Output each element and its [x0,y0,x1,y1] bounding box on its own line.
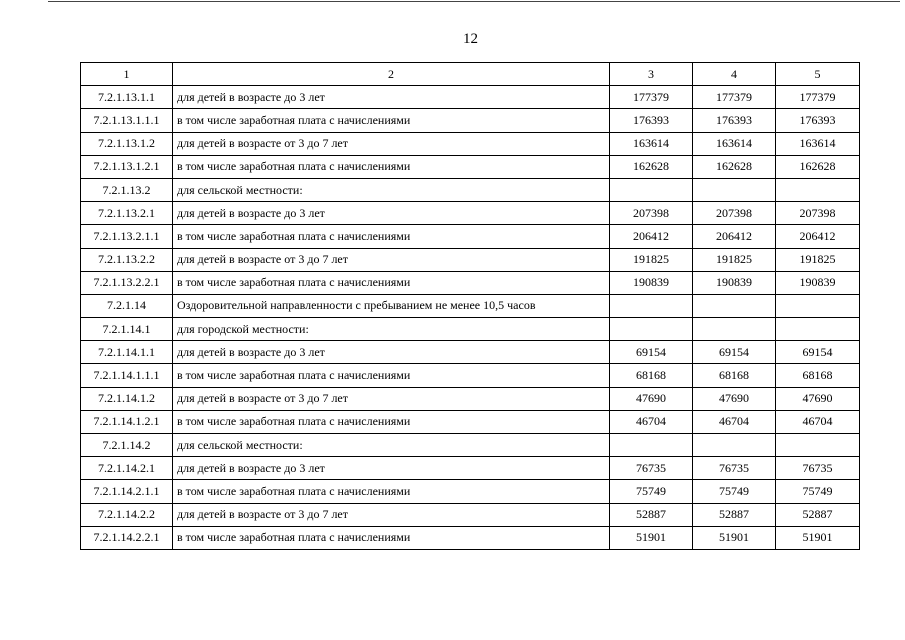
row-code-cell: 7.2.1.13.2 [81,178,173,201]
row-value-col4-cell: 47690 [693,387,776,410]
row-value-col4-cell: 191825 [693,248,776,271]
row-code-cell: 7.2.1.14.2.2.1 [81,526,173,549]
row-value-col5-cell [776,434,860,457]
row-value-col5-cell: 75749 [776,480,860,503]
table-header-row [81,63,860,86]
row-value-col4-cell: 51901 [693,526,776,549]
table-row [81,341,860,364]
column-header-2: 2 [173,63,610,86]
page-number: 12 [463,31,478,47]
row-code-cell: 7.2.1.13.1.2 [81,132,173,155]
row-value-col5-cell: 177379 [776,86,860,109]
row-value-col5-cell: 46704 [776,410,860,433]
row-name-cell: в том числе заработная плата с начислениями [173,526,610,549]
row-code-cell: 7.2.1.14.2.1 [81,457,173,480]
table-row [81,155,860,178]
row-code-cell: 7.2.1.14 [81,294,173,317]
row-code-cell: 7.2.1.14.2.1.1 [81,480,173,503]
row-value-col4-cell: 68168 [693,364,776,387]
row-name-cell: для сельской местности: [173,434,610,457]
row-value-col3-cell: 47690 [610,387,693,410]
row-name-cell: Оздоровительной направленности с пребыванием не менее 10,5 часов [173,294,610,317]
row-value-col4-cell [693,434,776,457]
row-name-cell: для сельской местности: [173,178,610,201]
row-value-col5-cell: 52887 [776,503,860,526]
row-value-col3-cell: 46704 [610,410,693,433]
row-value-col5-cell: 68168 [776,364,860,387]
row-value-col4-cell [693,178,776,201]
row-value-col3-cell: 68168 [610,364,693,387]
row-name-cell: для детей в возрасте до 3 лет [173,86,610,109]
page-top-rule [48,1,900,2]
row-value-col3-cell [610,434,693,457]
row-value-col5-cell: 76735 [776,457,860,480]
row-name-cell: в том числе заработная плата с начислениями [173,480,610,503]
row-value-col4-cell: 162628 [693,155,776,178]
row-value-col3-cell: 206412 [610,225,693,248]
row-value-col4-cell: 69154 [693,341,776,364]
row-name-cell: для детей в возрасте до 3 лет [173,341,610,364]
row-value-col3-cell: 162628 [610,155,693,178]
row-value-col5-cell [776,294,860,317]
row-name-cell: в том числе заработная плата с начислениями [173,225,610,248]
table-row [81,86,860,109]
table-row [81,178,860,201]
row-name-cell: для детей в возрасте до 3 лет [173,202,610,225]
table-row [81,202,860,225]
column-header-1: 1 [81,63,173,86]
row-name-cell: в том числе заработная плата с начислениями [173,410,610,433]
row-value-col4-cell: 206412 [693,225,776,248]
row-name-cell: для детей в возрасте от 3 до 7 лет [173,503,610,526]
row-value-col5-cell: 206412 [776,225,860,248]
tariff-table [80,62,860,550]
row-code-cell: 7.2.1.13.2.1.1 [81,225,173,248]
row-name-cell: в том числе заработная плата с начислениями [173,364,610,387]
table-row [81,410,860,433]
row-value-col5-cell: 69154 [776,341,860,364]
row-value-col3-cell: 190839 [610,271,693,294]
row-value-col3-cell [610,178,693,201]
table-row [81,318,860,341]
row-code-cell: 7.2.1.13.2.1 [81,202,173,225]
row-code-cell: 7.2.1.14.1.2.1 [81,410,173,433]
table-row [81,480,860,503]
row-value-col3-cell [610,294,693,317]
row-name-cell: для детей в возрасте до 3 лет [173,457,610,480]
row-value-col5-cell: 176393 [776,109,860,132]
table-body [81,86,860,550]
row-name-cell: в том числе заработная плата с начислениями [173,109,610,132]
row-code-cell: 7.2.1.14.1.1.1 [81,364,173,387]
table-row [81,364,860,387]
table-row [81,132,860,155]
table-row [81,248,860,271]
row-name-cell: в том числе заработная плата с начислениями [173,155,610,178]
row-name-cell: для детей в возрасте от 3 до 7 лет [173,387,610,410]
row-value-col5-cell: 47690 [776,387,860,410]
row-value-col3-cell: 163614 [610,132,693,155]
row-code-cell: 7.2.1.13.2.2.1 [81,271,173,294]
row-value-col4-cell: 46704 [693,410,776,433]
row-value-col3-cell: 51901 [610,526,693,549]
row-name-cell: для детей в возрасте от 3 до 7 лет [173,132,610,155]
column-header-3: 3 [610,63,693,86]
row-value-col3-cell: 207398 [610,202,693,225]
row-value-col3-cell: 177379 [610,86,693,109]
row-value-col3-cell: 75749 [610,480,693,503]
row-value-col5-cell: 190839 [776,271,860,294]
row-code-cell: 7.2.1.14.1.2 [81,387,173,410]
row-value-col4-cell: 177379 [693,86,776,109]
row-code-cell: 7.2.1.13.1.1.1 [81,109,173,132]
table-row [81,387,860,410]
row-value-col4-cell: 52887 [693,503,776,526]
column-header-4: 4 [693,63,776,86]
table-row [81,457,860,480]
table-row [81,271,860,294]
row-value-col4-cell: 207398 [693,202,776,225]
row-value-col3-cell: 52887 [610,503,693,526]
column-header-5: 5 [776,63,860,86]
row-value-col3-cell: 69154 [610,341,693,364]
row-value-col4-cell: 190839 [693,271,776,294]
table-row [81,109,860,132]
table-row [81,503,860,526]
table-row [81,294,860,317]
row-value-col4-cell: 75749 [693,480,776,503]
row-value-col4-cell: 176393 [693,109,776,132]
table-row [81,434,860,457]
row-value-col3-cell: 176393 [610,109,693,132]
row-value-col3-cell [610,318,693,341]
row-code-cell: 7.2.1.14.2.2 [81,503,173,526]
row-value-col3-cell: 76735 [610,457,693,480]
row-code-cell: 7.2.1.13.1.2.1 [81,155,173,178]
row-value-col3-cell: 191825 [610,248,693,271]
row-name-cell: для городской местности: [173,318,610,341]
row-value-col5-cell: 162628 [776,155,860,178]
row-value-col5-cell [776,178,860,201]
row-code-cell: 7.2.1.13.2.2 [81,248,173,271]
table-row [81,526,860,549]
row-value-col5-cell: 207398 [776,202,860,225]
row-value-col4-cell: 76735 [693,457,776,480]
row-value-col4-cell: 163614 [693,132,776,155]
row-code-cell: 7.2.1.14.1 [81,318,173,341]
row-name-cell: в том числе заработная плата с начислениями [173,271,610,294]
row-value-col5-cell: 51901 [776,526,860,549]
row-value-col5-cell: 163614 [776,132,860,155]
row-name-cell: для детей в возрасте от 3 до 7 лет [173,248,610,271]
table-row [81,225,860,248]
row-code-cell: 7.2.1.13.1.1 [81,86,173,109]
row-value-col4-cell [693,318,776,341]
row-value-col5-cell [776,318,860,341]
row-value-col5-cell: 191825 [776,248,860,271]
row-value-col4-cell [693,294,776,317]
row-code-cell: 7.2.1.14.1.1 [81,341,173,364]
row-code-cell: 7.2.1.14.2 [81,434,173,457]
